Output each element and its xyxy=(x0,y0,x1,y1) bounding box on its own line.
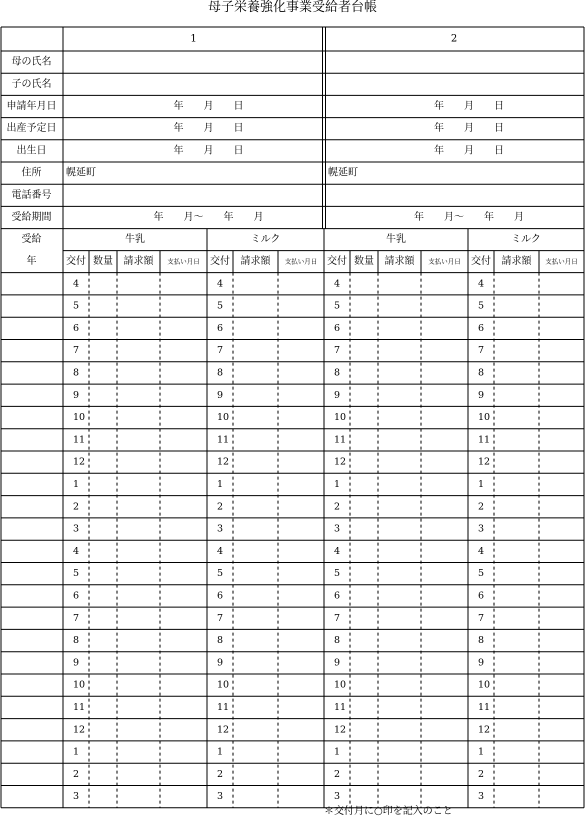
column-number-1: 1 xyxy=(190,33,197,45)
month-cell: 12 xyxy=(217,724,230,736)
date-template: 年 月 日 xyxy=(173,101,244,112)
month-cell: 5 xyxy=(217,300,224,312)
page-title: 母子栄養強化事業受給者台帳 xyxy=(207,0,377,15)
date-template: 年 月～ 年 月 xyxy=(414,212,524,223)
month-cell: 10 xyxy=(217,679,230,691)
column-number-2: 2 xyxy=(450,33,458,45)
subheader-cell: 支払い月日 xyxy=(428,257,461,266)
month-cell: 5 xyxy=(334,568,341,580)
month-cell: 2 xyxy=(334,501,341,513)
month-cell: 7 xyxy=(334,345,341,357)
month-cell: 1 xyxy=(334,478,341,490)
month-cell: 1 xyxy=(73,478,80,490)
month-cell: 10 xyxy=(217,412,230,424)
date-template: 年 月 日 xyxy=(173,123,244,135)
month-cell: 3 xyxy=(217,791,224,803)
info-row-label: 電話番号 xyxy=(11,189,52,201)
month-cell: 11 xyxy=(217,434,230,446)
month-cell: 1 xyxy=(478,478,485,490)
subheader-cell: 請求額 xyxy=(384,256,415,268)
month-cell: 12 xyxy=(478,724,491,736)
month-cell: 3 xyxy=(217,523,224,535)
month-cell: 12 xyxy=(334,456,347,468)
subheader-cell: 交付 xyxy=(471,256,491,268)
date-template: 年 月 日 xyxy=(173,145,244,157)
subheader-cell: 請求額 xyxy=(123,256,154,268)
footnote: ＊交付月に○印を記入のこと xyxy=(324,806,453,817)
month-cell: 11 xyxy=(73,434,86,446)
month-cell: 4 xyxy=(217,278,224,290)
month-cell: 5 xyxy=(73,300,80,312)
info-row-label: 子の氏名 xyxy=(11,78,52,90)
month-cell: 6 xyxy=(217,590,224,602)
month-cell: 8 xyxy=(334,635,341,647)
product-header-formula: ミルク xyxy=(511,234,541,246)
supply-label: 受給 xyxy=(21,234,42,246)
info-row-label: 住所 xyxy=(21,167,42,179)
month-cell: 2 xyxy=(334,768,341,780)
month-cell: 9 xyxy=(73,389,80,401)
info-row-label: 受給期間 xyxy=(11,212,52,223)
month-cell: 12 xyxy=(478,456,491,468)
month-cell: 9 xyxy=(478,389,485,401)
month-cell: 9 xyxy=(217,657,224,669)
subheader-cell: 請求額 xyxy=(501,256,532,268)
subheader-cell: 支払い月日 xyxy=(545,257,578,266)
month-cell: 6 xyxy=(73,590,80,602)
month-cell: 6 xyxy=(478,590,485,602)
address-value: 幌延町 xyxy=(66,167,96,179)
month-cell: 5 xyxy=(73,568,80,580)
month-cell: 4 xyxy=(334,545,341,557)
month-cell: 7 xyxy=(73,345,80,357)
month-cell: 6 xyxy=(334,590,341,602)
month-cell: 10 xyxy=(478,679,491,691)
month-cell: 2 xyxy=(217,768,224,780)
month-cell: 3 xyxy=(478,791,485,803)
product-header-formula: ミルク xyxy=(250,234,281,246)
product-header-milk: 牛乳 xyxy=(125,234,145,246)
subheader-cell: 交付 xyxy=(66,256,86,268)
subheader-cell: 請求額 xyxy=(240,256,271,268)
month-cell: 3 xyxy=(478,523,485,535)
month-cell: 12 xyxy=(217,456,230,468)
month-cell: 1 xyxy=(478,746,485,758)
month-cell: 7 xyxy=(217,612,224,624)
month-cell: 2 xyxy=(217,501,224,513)
month-cell: 9 xyxy=(334,389,341,401)
date-template: 年 月 日 xyxy=(434,145,504,157)
month-cell: 4 xyxy=(334,278,341,290)
month-cell: 1 xyxy=(73,746,80,758)
month-cell: 11 xyxy=(334,434,347,446)
month-cell: 3 xyxy=(334,523,341,535)
month-cell: 8 xyxy=(334,367,341,379)
address-value: 幌延町 xyxy=(328,167,358,179)
month-cell: 6 xyxy=(73,322,80,334)
subheader-cell: 支払い月日 xyxy=(167,257,200,266)
month-cell: 9 xyxy=(478,657,485,669)
month-cell: 9 xyxy=(334,657,341,669)
date-template: 年 月～ 年 月 xyxy=(153,212,264,223)
month-cell: 11 xyxy=(334,701,347,713)
month-cell: 4 xyxy=(73,278,80,290)
month-cell: 9 xyxy=(217,389,224,401)
month-cell: 1 xyxy=(217,746,224,758)
subheader-cell: 交付 xyxy=(210,256,230,268)
month-cell: 10 xyxy=(334,679,347,691)
month-cell: 4 xyxy=(478,278,485,290)
month-cell: 7 xyxy=(217,345,224,357)
month-cell: 8 xyxy=(217,635,224,647)
month-cell: 8 xyxy=(478,367,485,379)
info-row-label: 申請年月日 xyxy=(6,101,57,112)
month-cell: 10 xyxy=(73,679,86,691)
month-cell: 12 xyxy=(334,724,347,736)
product-header-milk: 牛乳 xyxy=(386,234,406,246)
subheader-cell: 支払い月日 xyxy=(284,257,318,266)
month-cell: 7 xyxy=(334,612,341,624)
info-row-label: 母の氏名 xyxy=(11,56,52,68)
month-cell: 3 xyxy=(73,791,80,803)
month-cell: 11 xyxy=(73,701,86,713)
month-cell: 6 xyxy=(478,322,485,334)
month-cell: 10 xyxy=(478,412,491,424)
month-cell: 8 xyxy=(73,367,80,379)
month-cell: 3 xyxy=(334,791,341,803)
month-cell: 7 xyxy=(73,612,80,624)
date-template: 年 月 日 xyxy=(434,123,504,135)
month-cell: 4 xyxy=(478,545,485,557)
subheader-cell: 数量 xyxy=(354,256,374,268)
month-cell: 7 xyxy=(478,345,485,357)
month-cell: 5 xyxy=(478,300,485,312)
month-cell: 2 xyxy=(478,768,485,780)
month-cell: 6 xyxy=(334,322,341,334)
subheader-cell: 数量 xyxy=(93,256,113,268)
month-cell: 8 xyxy=(217,367,224,379)
month-cell: 3 xyxy=(73,523,80,535)
month-cell: 7 xyxy=(478,612,485,624)
subheader-cell: 交付 xyxy=(327,256,347,268)
month-cell: 5 xyxy=(478,568,485,580)
month-cell: 8 xyxy=(478,635,485,647)
month-cell: 6 xyxy=(217,322,224,334)
month-cell: 11 xyxy=(217,701,230,713)
date-template: 年 月 日 xyxy=(434,101,504,112)
year-label: 年 xyxy=(26,256,37,268)
month-cell: 4 xyxy=(73,545,80,557)
month-cell: 11 xyxy=(478,701,491,713)
month-cell: 11 xyxy=(478,434,491,446)
month-cell: 12 xyxy=(73,456,86,468)
month-cell: 9 xyxy=(73,657,80,669)
month-cell: 2 xyxy=(478,501,485,513)
month-cell: 2 xyxy=(73,768,80,780)
month-cell: 8 xyxy=(73,635,80,647)
month-cell: 10 xyxy=(73,412,86,424)
month-cell: 2 xyxy=(73,501,80,513)
info-row-label: 出生日 xyxy=(16,145,47,157)
month-cell: 12 xyxy=(73,724,86,736)
month-cell: 5 xyxy=(334,300,341,312)
month-cell: 1 xyxy=(217,478,224,490)
month-cell: 4 xyxy=(217,545,224,557)
month-cell: 1 xyxy=(334,746,341,758)
month-cell: 5 xyxy=(217,568,224,580)
info-row-label: 出産予定日 xyxy=(6,123,57,135)
month-cell: 10 xyxy=(334,412,347,424)
